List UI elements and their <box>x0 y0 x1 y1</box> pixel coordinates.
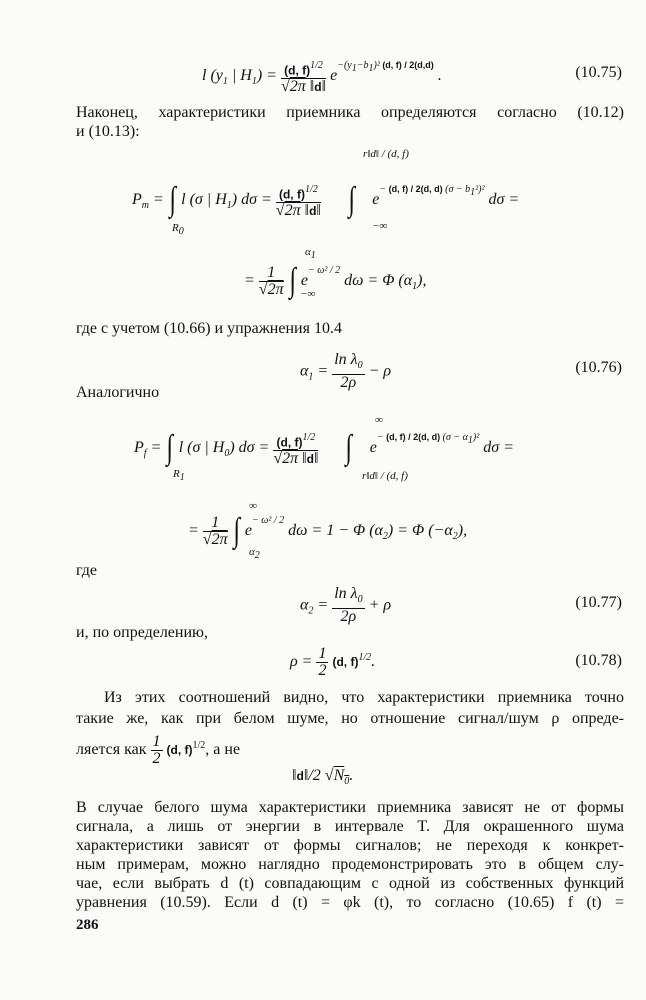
page-number: 286 <box>76 917 99 933</box>
paragraph: В случае белого шума характеристики приемника зависят не от формы <box>76 799 624 816</box>
equation-pf: $P_f$ = ∫ l (σ | $H_0$) dσ = $\frac{(d, f)^{1/2}}{√2\pi ‖d‖}$ ∫ $e^{- (d, f) / 2(d, d) (\sigma - \alpha_1)^2}$ dσ = <box>134 429 514 467</box>
equation-10-75: l ($y_1$ | $H_1$) = $\frac{(d, f)^{1/2}}{√2\pi ‖d‖}$ $e^{-(y_1-b_1)^2 (d, f) / 2(d,d)}$ . <box>202 59 442 95</box>
integral-lower-limit: r‖d‖ / (d, f) <box>362 470 408 482</box>
paragraph-line: ляется как $\frac{1}{2}$ (d, f)$^{1/2}$, а не <box>76 733 241 767</box>
equation-pf-cont: = $\frac{1}{√2\pi}$ ∫ $e^{- \omega^2 / 2}$ dω = 1 − Φ $(\alpha_2) = \Phi$ $(-\alpha_2)$, <box>188 512 468 550</box>
paragraph: ным примерам, можно наглядно продемонстрировать это в общем слу- <box>76 856 624 873</box>
equation-number: (10.77) <box>575 594 622 611</box>
equation-10-78: ρ = $\frac{1}{2}$ (d, f)$^{1/2}$. <box>290 645 376 679</box>
equation-10-76: $\alpha_1$ = $\frac{\ln \lambda_0}{2\rho}$ − ρ <box>300 351 392 392</box>
equation-number: (10.75) <box>575 64 622 81</box>
equation-snr-white: ‖d‖/2 $√N_0$. <box>292 767 354 788</box>
paragraph: такие же, как при белом шуме, но отношение сигнал/шум ρ опреде- <box>76 710 624 727</box>
integral-lower-limit: $R_0$ <box>172 222 184 238</box>
paragraph: сигнала, а лишь от энергии в интервале T. Для окрашенного шума <box>76 818 624 835</box>
integral-upper-limit: ∞ <box>375 414 383 426</box>
equation-pm: $P_m$ = ∫ l (σ | $H_1$) dσ = $\frac{(d, f)^{1/2}}{√2\pi ‖d‖}$ ∫ $e^{- (d, f) / 2(d, d) (\sigma - b_1^2)^2}$ dσ = <box>132 181 520 219</box>
equation-number: (10.76) <box>575 359 622 376</box>
paragraph: и, по определению, <box>76 624 208 641</box>
integral-lower-limit: −∞ <box>372 220 388 232</box>
paragraph: и (10.13): <box>76 123 140 140</box>
integral-upper-limit: r‖d‖ / (d, f) <box>363 148 409 160</box>
paragraph: Из этих соотношений видно, что характеристики приемника точно <box>104 689 624 706</box>
integral-upper-limit: $\alpha_1$ <box>305 246 316 262</box>
integral-lower-limit: $\alpha_2$ <box>249 546 260 562</box>
equation-10-77: $\alpha_2$ = $\frac{\ln \lambda_0}{2\rho}$ + ρ <box>300 585 392 626</box>
paragraph: где <box>76 562 98 579</box>
paragraph: Наконец, характеристики приемника определяются согласно (10.12) <box>76 104 624 121</box>
paragraph: чае, если выбрать d (t) совпадающим с одной из собственных функций <box>76 875 624 892</box>
paragraph: уравнения (10.59). Если d (t) = φk (t), то согласно (10.65) f (t) = <box>76 894 624 911</box>
paragraph: характеристики зависят от формы сигналов; не переходя к конкрет- <box>76 837 624 854</box>
integral-lower-limit: $R_1$ <box>173 468 185 484</box>
paragraph: Аналогично <box>76 384 160 401</box>
equation-pm-cont: = $\frac{1}{√2\pi}$ ∫ $e^{- \omega^2 / 2}$ dω = Φ $(\alpha_1)$, <box>244 262 427 300</box>
paragraph: где с учетом (10.66) и упражнения 10.4 <box>76 320 342 337</box>
equation-number: (10.78) <box>575 652 622 669</box>
integral-upper-limit: ∞ <box>249 500 257 512</box>
integral-lower-limit: −∞ <box>300 288 316 300</box>
